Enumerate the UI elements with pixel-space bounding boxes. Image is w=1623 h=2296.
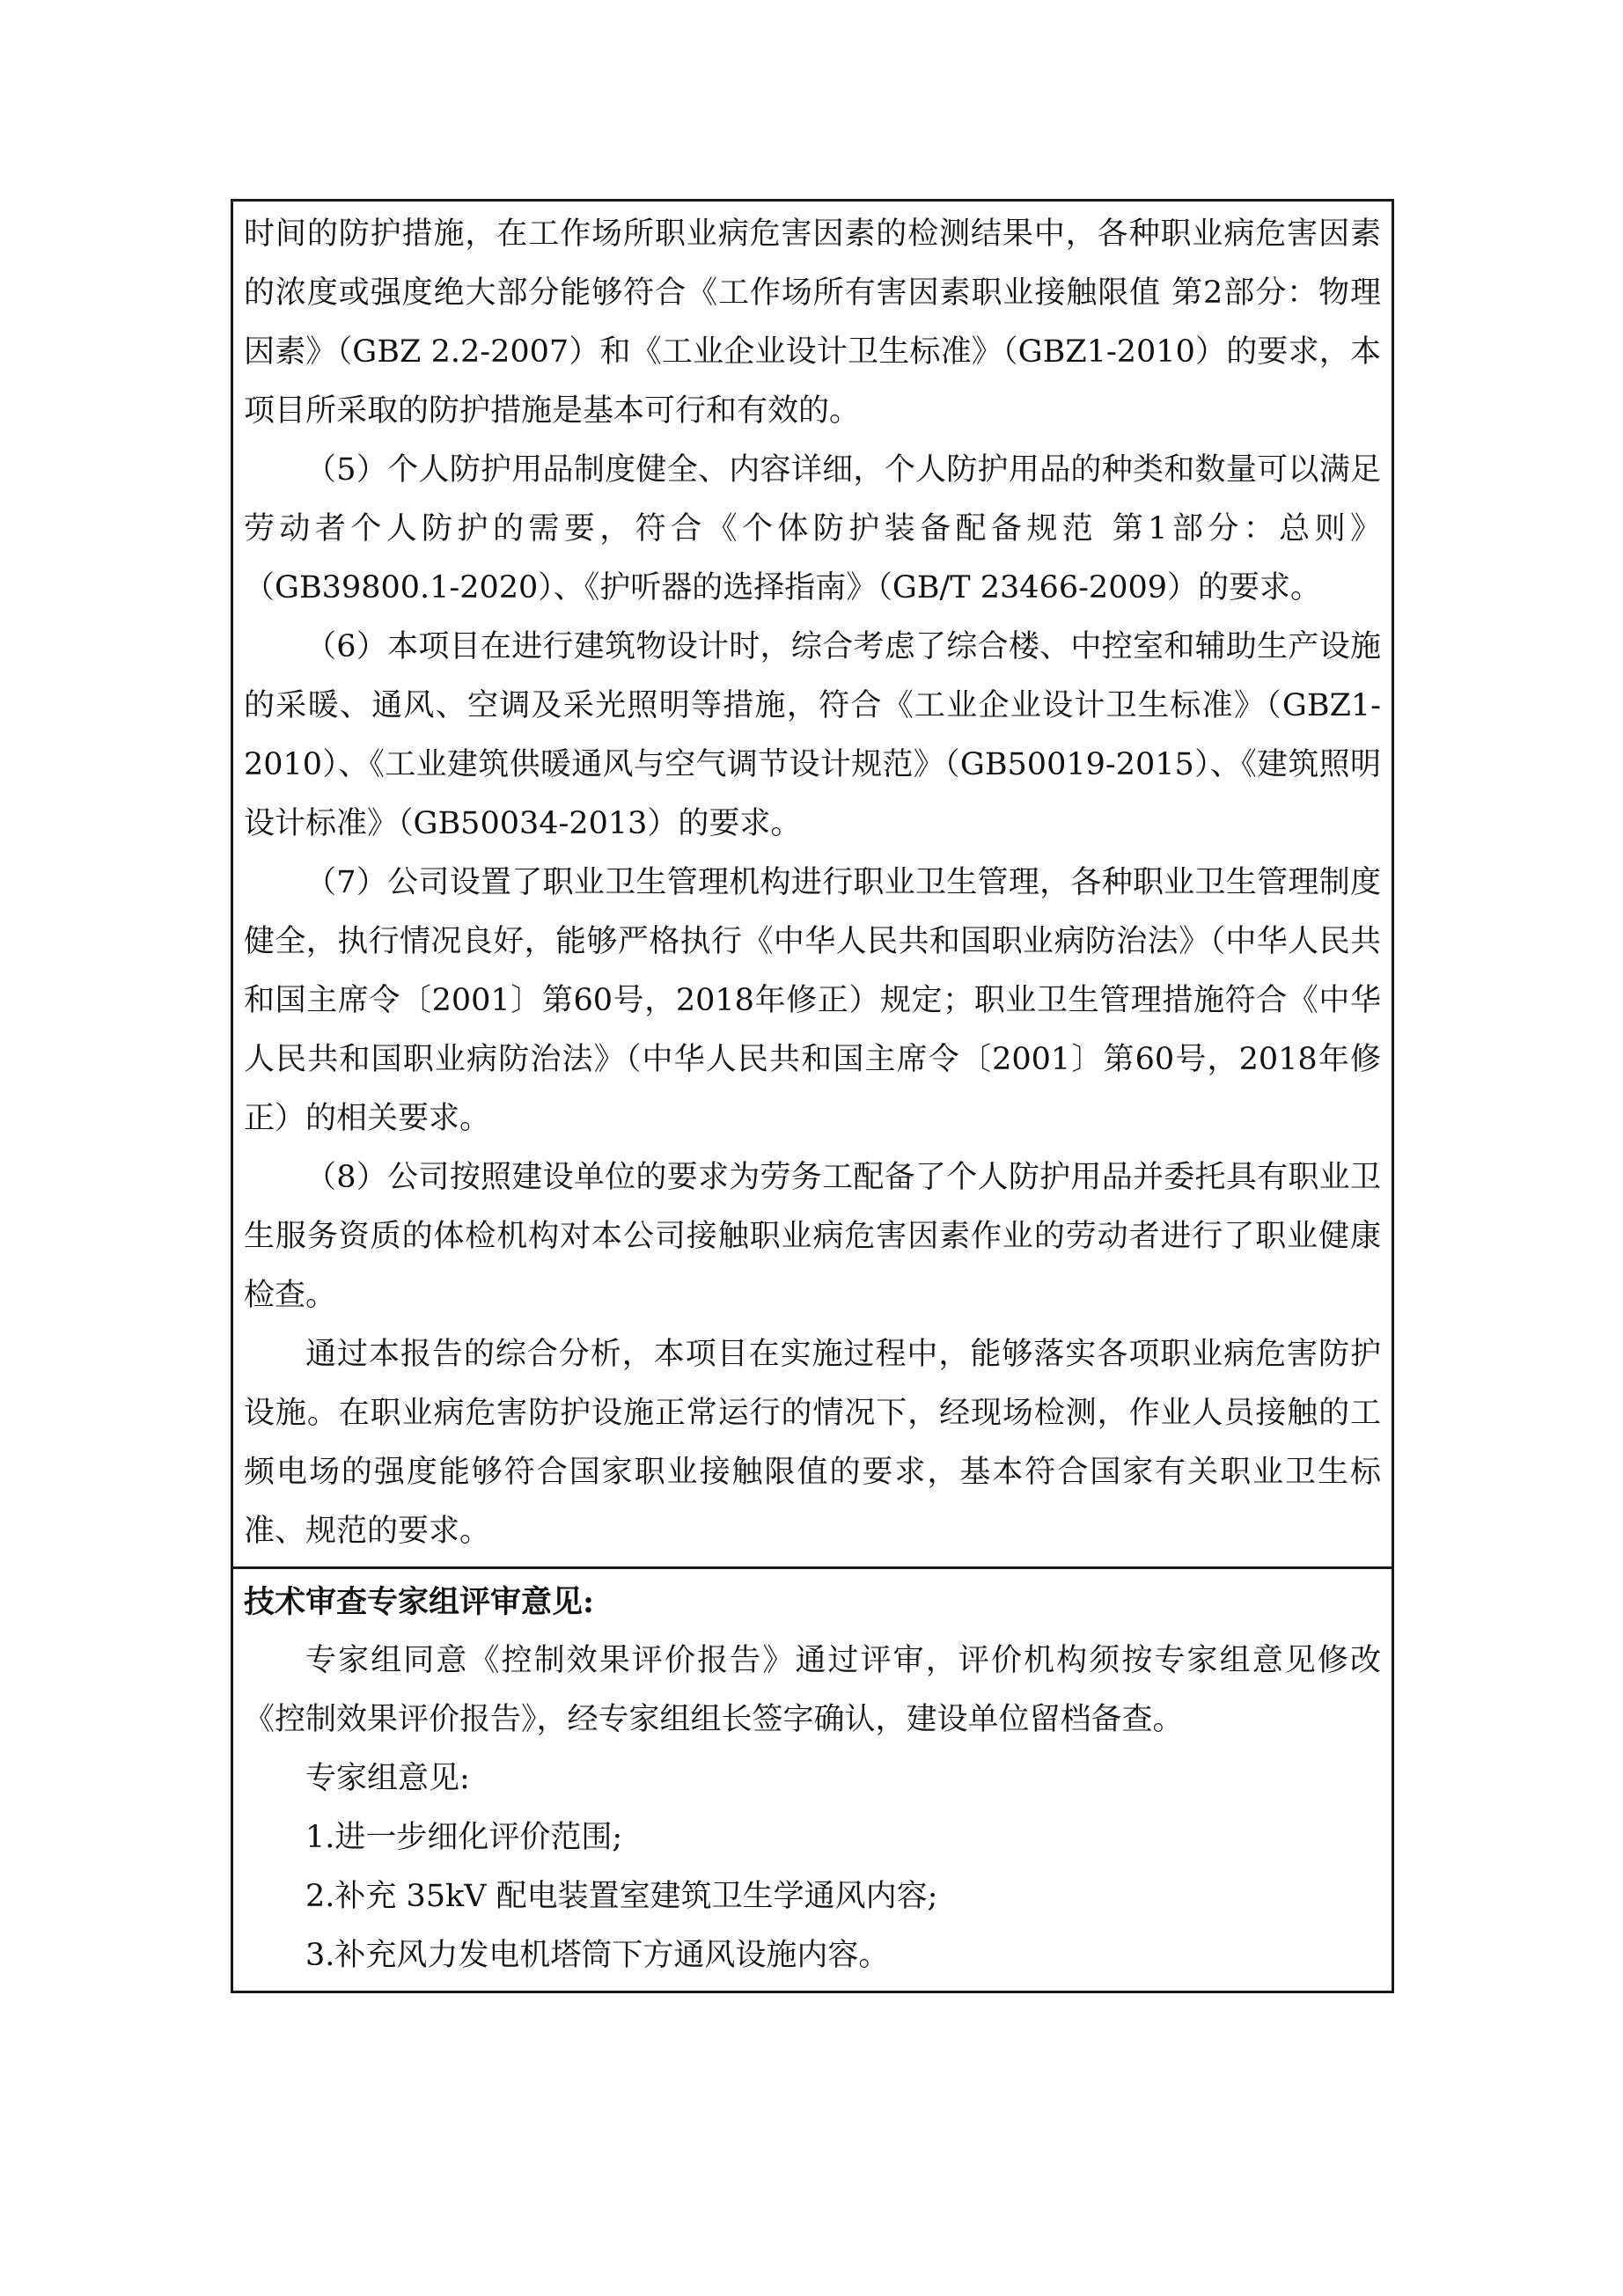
review-intro: 专家组同意《控制效果评价报告》通过评审，评价机构须按专家组意见修改《控制效果评价报告》，经专家组组长签字确认，建设单位留档备查。 bbox=[244, 1643, 1381, 1737]
paragraph-item-6: （6）本项目在进行建筑物设计时，综合考虑了综合楼、中控室和辅助生产设施的采暖、通风、空调及采光照明等措施，符合《工业企业设计卫生标准》（GBZ1-2010）、《工业建筑供暖通风与空气调节设计规范》（GB50019-2015）、《建筑照明设计标准》（GB50034-2013）的要求。 bbox=[244, 629, 1381, 841]
opinion-item: 1.进一步细化评价范围; bbox=[305, 1820, 623, 1855]
review-cell bbox=[233, 1569, 1392, 1991]
paragraph-item-5: （5）个人防护用品制度健全、内容详细，个人防护用品的种类和数量可以满足劳动者个人防护的需要，符合《个体防护装备配备规范 第1部分：总则》（GB39800.1-2020）、《护听器的选择指南》（GB/T 23466-2009）的要求。 bbox=[244, 452, 1381, 605]
opinion-item: 2.补充 35kV 配电装置室建筑卫生学通风内容; bbox=[305, 1879, 938, 1914]
review-heading: 技术审查专家组评审意见: bbox=[244, 1584, 594, 1620]
paragraph-item-8: （8）公司按照建设单位的要求为劳务工配备了个人防护用品并委托具有职业卫生服务资质的体检机构对本公司接触职业病危害因素作业的劳动者进行了职业健康检查。 bbox=[244, 1160, 1381, 1313]
paragraph-continuation: 时间的防护措施，在工作场所职业病危害因素的检测结果中，各种职业病危害因素的浓度或强度绝大部分能够符合《工作场所有害因素职业接触限值 第2部分：物理因素》（GBZ 2.2-2007）和《工业企业设计卫生标准》（GBZ1-2010）的要求，本项目所采取的防护措施是基本可行和有效的。 bbox=[244, 216, 1381, 429]
paragraph-item-7: （7）公司设置了职业卫生管理机构进行职业卫生管理，各种职业卫生管理制度健全，执行情况良好，能够严格执行《中华人民共和国职业病防治法》（中华人民共和国主席令〔2001〕第60号，2018年修正）规定；职业卫生管理措施符合《中华人民共和国职业病防治法》（中华人民共和国主席令〔2001〕第60号，2018年修正）的相关要求。 bbox=[244, 865, 1381, 1136]
opinion-item: 3.补充风力发电机塔筒下方通风设施内容。 bbox=[305, 1938, 890, 1973]
document-table bbox=[231, 199, 1394, 1993]
conclusion-cell bbox=[233, 202, 1392, 1569]
opinions-label: 专家组意见: bbox=[305, 1761, 470, 1796]
paragraph-summary: 通过本报告的综合分析，本项目在实施过程中，能够落实各项职业病危害防护设施。在职业病危害防护设施正常运行的情况下，经现场检测，作业人员接触的工频电场的强度能够符合国家职业接触限值的要求，基本符合国家有关职业卫生标准、规范的要求。 bbox=[244, 1337, 1381, 1549]
